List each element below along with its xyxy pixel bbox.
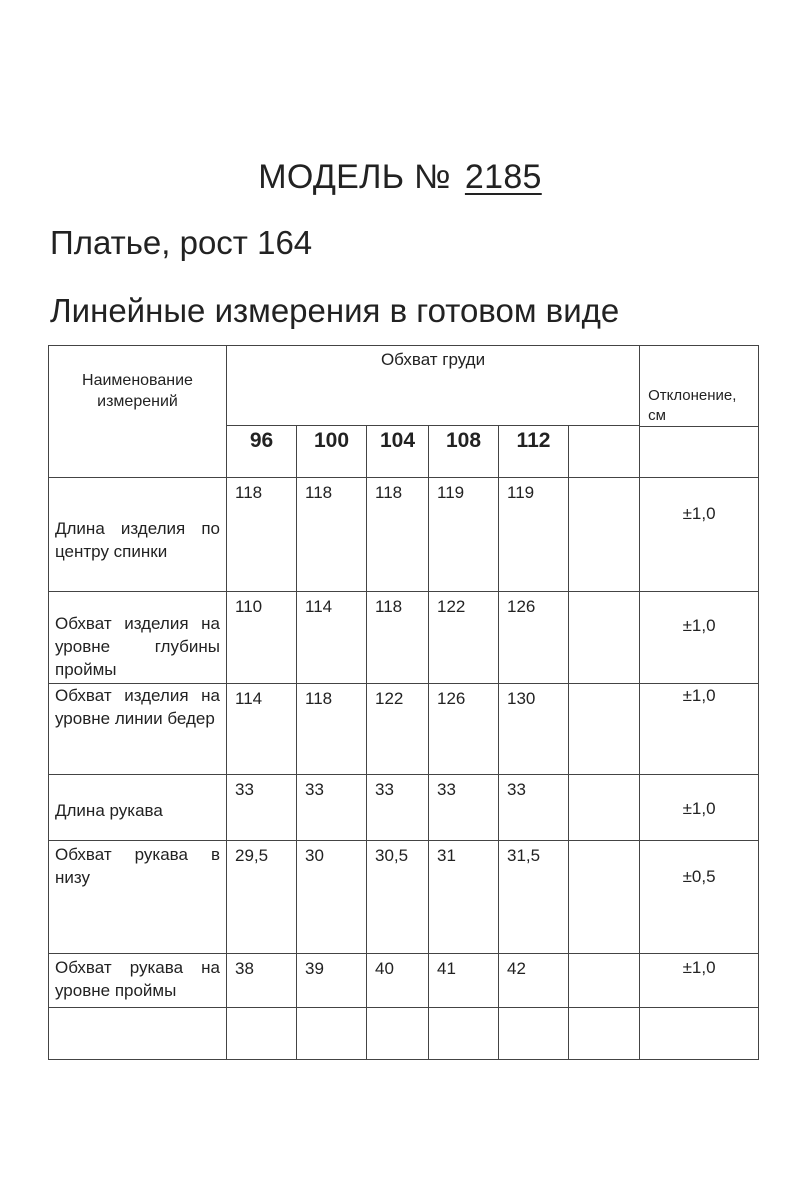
size-header [569, 426, 640, 478]
value-cell: 42 [499, 954, 569, 1008]
row-name: Длина изделия по центру спинки [49, 478, 227, 592]
value-cell: 110 [227, 592, 297, 684]
value-cell [569, 841, 640, 954]
table-row [49, 592, 759, 684]
deviation-cell: ±1,0 [640, 775, 759, 841]
table-row [49, 841, 759, 954]
row-name: Длина рукава [49, 775, 227, 841]
empty-cell [227, 1008, 297, 1060]
value-cell: 33 [429, 775, 499, 841]
model-label: МОДЕЛЬ № [258, 158, 451, 196]
deviation-cell: ±0,5 [640, 841, 759, 954]
size-header: 100 [297, 426, 367, 478]
empty-cell [499, 1008, 569, 1060]
value-cell: 41 [429, 954, 499, 1008]
value-cell: 38 [227, 954, 297, 1008]
value-cell: 29,5 [227, 841, 297, 954]
value-cell: 33 [297, 775, 367, 841]
model-number: 2185 [464, 158, 542, 196]
row-name: Обхват изделия на уровне глубины проймы [49, 592, 227, 684]
value-cell: 30,5 [367, 841, 429, 954]
value-cell [569, 775, 640, 841]
deviation-cell: ±1,0 [640, 592, 759, 684]
table-row-empty [49, 1008, 759, 1060]
size-header: 108 [429, 426, 499, 478]
value-cell: 118 [297, 684, 367, 775]
value-cell: 126 [429, 684, 499, 775]
row-name: Обхват рукава в низу [49, 841, 227, 954]
empty-cell [429, 1008, 499, 1060]
value-cell: 30 [297, 841, 367, 954]
size-header: 104 [367, 426, 429, 478]
value-cell: 119 [499, 478, 569, 592]
value-cell [569, 478, 640, 592]
value-cell: 33 [367, 775, 429, 841]
value-cell: 118 [227, 478, 297, 592]
table-row [49, 684, 759, 775]
table-row [49, 478, 759, 592]
row-name: Обхват рукава на уровне проймы [49, 954, 227, 1008]
value-cell: 40 [367, 954, 429, 1008]
value-cell: 39 [297, 954, 367, 1008]
deviation-header: Отклонение, см [640, 346, 759, 427]
deviation-header-spacer [640, 427, 759, 478]
size-header: 112 [499, 426, 569, 478]
section-title: Линейные измерения в готовом виде [50, 292, 620, 329]
table-row [49, 954, 759, 1008]
value-cell [569, 954, 640, 1008]
value-cell: 119 [429, 478, 499, 592]
value-cell: 114 [297, 592, 367, 684]
value-cell: 114 [227, 684, 297, 775]
name-header: Наименование измерений [49, 346, 227, 478]
value-cell: 126 [499, 592, 569, 684]
empty-cell [640, 1008, 759, 1060]
table-row [49, 775, 759, 841]
value-cell: 31,5 [499, 841, 569, 954]
value-cell: 122 [367, 684, 429, 775]
value-cell: 130 [499, 684, 569, 775]
value-cell: 33 [499, 775, 569, 841]
chest-header: Обхват груди [227, 346, 640, 426]
measurements-table [48, 345, 759, 1060]
empty-cell [49, 1008, 227, 1060]
deviation-cell: ±1,0 [640, 478, 759, 592]
model-title [0, 158, 800, 197]
value-cell: 118 [367, 592, 429, 684]
value-cell: 118 [297, 478, 367, 592]
value-cell: 118 [367, 478, 429, 592]
value-cell: 33 [227, 775, 297, 841]
deviation-cell: ±1,0 [640, 684, 759, 775]
deviation-cell: ±1,0 [640, 954, 759, 1008]
row-name: Обхват изделия на уровне линии бедер [49, 684, 227, 775]
empty-cell [297, 1008, 367, 1060]
empty-cell [569, 1008, 640, 1060]
product-title: Платье, рост 164 [50, 224, 313, 261]
value-cell: 31 [429, 841, 499, 954]
value-cell [569, 684, 640, 775]
value-cell [569, 592, 640, 684]
value-cell: 122 [429, 592, 499, 684]
empty-cell [367, 1008, 429, 1060]
size-header: 96 [227, 426, 297, 478]
